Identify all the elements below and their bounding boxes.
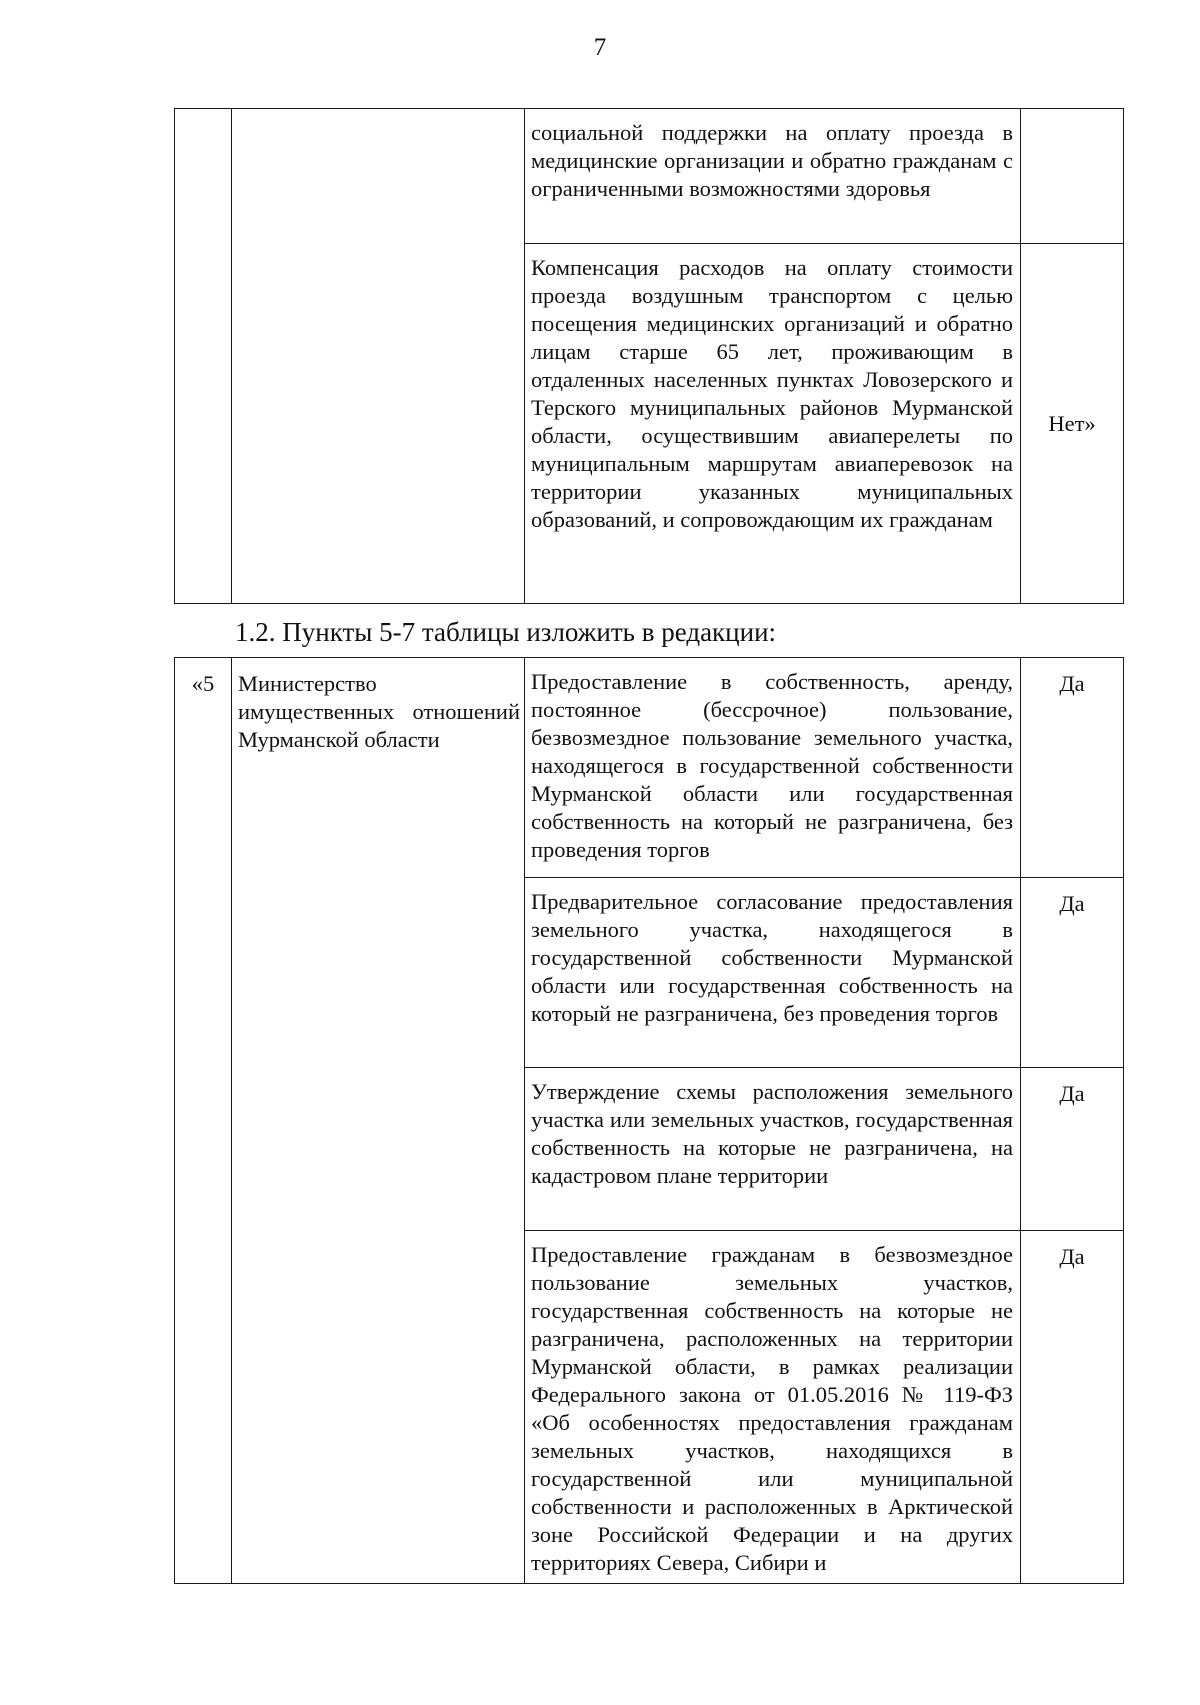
answer-cell [1021, 109, 1124, 244]
answer-cell: Да [1021, 1068, 1124, 1231]
service-cell: Компенсация расходов на оплату стоимости проезда воздушным транспортом с целью посещения медицинских организаций и обратно лицам старше 65 лет, проживающим в отдаленных населенных пунктах Ловозерского и Терского муниципальных районов Мурманской области, осуществившим авиаперелеты по муниципальным маршрутам авиаперевозок на территории указанных муниципальных образований, и сопровождающим их гражданам [525, 244, 1021, 604]
service-cell: Утверждение схемы расположения земельного участка или земельных участков, государственная собственность на которые не разграничена, на кадастровом плане территории [525, 1068, 1021, 1231]
table-row [175, 658, 1124, 878]
item-number-cell: «5 [175, 658, 232, 1584]
number-cell [175, 109, 232, 604]
answer-cell: Да [1021, 1231, 1124, 1584]
table-row [175, 109, 1124, 244]
service-cell: Предварительное согласование предоставления земельного участка, находящегося в государственной собственности Мурманской области или государственная собственность на который не разграничена, без проведения торгов [525, 878, 1021, 1068]
service-cell: Предоставление гражданам в безвозмездное пользование земельных участков, государственная собственность на которые не разграничена, расположенных на территории Мурманской области, в рамках реализации Федерального закона от 01.05.2016 № 119-ФЗ «Об особенностях предоставления гражданам земельных участков, находящихся в государственной или муниципальной собственности и расположенных в Арктической зоне Российской Федерации и на других территориях Севера, Сибири и [525, 1231, 1021, 1584]
services-table-new-edition [174, 657, 1124, 1584]
answer-cell: Да [1021, 878, 1124, 1068]
page-number: 7 [593, 34, 607, 61]
services-table-continued [174, 108, 1124, 604]
service-cell: Предоставление в собственность, аренду, постоянное (бессрочное) пользование, безвозмездное пользование земельного участка, находящегося в государственной собственности Мурманской области или государственная собственность на который не разграничена, без проведения торгов [525, 658, 1021, 878]
agency-cell [232, 109, 525, 604]
agency-cell: Министерство имущественных отношений Мурманской области [232, 658, 525, 1584]
section-heading: 1.2. Пункты 5-7 таблицы изложить в редакции: [235, 617, 777, 647]
answer-cell: Да [1021, 658, 1124, 878]
service-cell: социальной поддержки на оплату проезда в медицинские организации и обратно гражданам с ограниченными возможностями здоровья [525, 109, 1021, 244]
answer-cell: Нет» [1021, 244, 1124, 604]
